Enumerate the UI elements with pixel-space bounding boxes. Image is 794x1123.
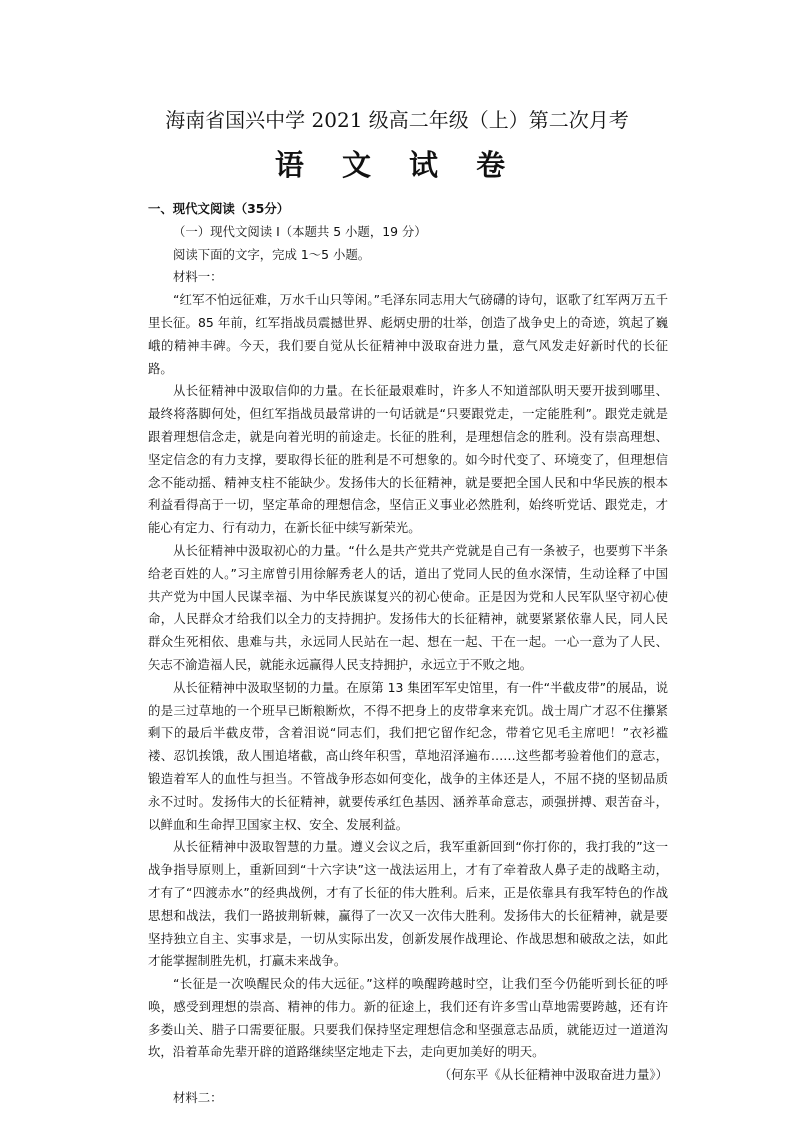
paragraph: “长征是一次唤醒民众的伟大远征。”这样的唤醒跨越时空，让我们至今仍能听到长征的呼唤，感受到理想的崇高、精神的伟力。新的征途上，我们还有许多雪山草地需要跨越，还有许多娄山关、腊子口需要征服。只要我们保持坚定理想信念和坚强意志品质，就能迈过一道道沟坎，沿着革命先辈开辟的道路继续坚定地走下去，走向更加美好的明天。 — [148, 976, 668, 1060]
subject-title: 语 文 试 卷 — [274, 148, 520, 182]
paragraph: 从长征精神中汲取坚韧的力量。在原第 13 集团军军史馆里，有一件“半截皮带”的展品，说的是三过草地的一个班早已断粮断炊，不得不把身上的皮带拿来充饥。战士周广才忍不住攥紧剩下的最后半截皮带，含着泪说“同志们，我们把它留作纪念，带着它见毛主席吧！”衣衫褴褛、忍饥挨饿，敌人围追堵截，高山终年积雪，草地沼泽遍布……这些都考验着他们的意志，锻造着军人的血性与担当。不管战争形态如何变化，战争的主体还是人，不屈不挠的坚韧品质永不过时。发扬伟大的长征精神，就要传承红色基因、涵养革命意志，顽强拼搏、艰苦奋斗，以鲜血和生命捍卫国家主权、安全、发展利益。 — [148, 679, 668, 832]
material-label: 材料一： — [173, 269, 223, 285]
exam-title: 海南省国兴中学 2021 级高二年级（上）第二次月考 — [165, 108, 629, 132]
paragraph: 从长征精神中汲取智慧的力量。遵义会议之后，我军重新回到“你打你的，我打我的”这一战争指导原则上，重新回到“十六字诀”这一战法运用上，才有了牵着敌人鼻子走的战略主动，才有了“四渡赤水”的经典战例，才有了长征的伟大胜利。后来，正是依靠具有我军特色的作战思想和战法，我们一路披荆斩棘，赢得了一次又一次伟大胜利。发扬伟大的长征精神，就是要坚持独立自主、实事求是，一切从实际出发，创新发展作战理论、作战思想和破敌之法，如此才能掌握制胜先机，打赢未来战争。 — [148, 839, 668, 969]
paragraph: 从长征精神中汲取初心的力量。“什么是共产党共产党就是自己有一条被子，也要剪下半条给老百姓的人。”习主席曾引用徐解秀老人的话，道出了党同人民的鱼水深情，生动诠释了中国共产党为中国人民谋幸福、为中华民族谋复兴的初心使命。正是因为党和人民军队坚守初心使命，人民群众才给我们以全力的支持拥护。发扬伟大的长征精神，就要紧紧依靠人民，同人民群众生死相依、患难与共，永远同人民站在一起、想在一起、干在一起。一心一意为了人民、矢志不渝造福人民，就能永远赢得人民支持拥护，永远立于不败之地。 — [148, 542, 668, 672]
paragraph: “红军不怕远征难，万水千山只等闲。”毛泽东同志用大气磅礴的诗句，讴歌了红军两万五千里长征。85 年前，红军指战员震撼世界、彪炳史册的壮举，创造了战争史上的奇迹，筑起了巍峨的精神丰碑。今天，我们要自觉从长征精神中汲取奋进力量，意气风发走好新时代的长征路。 — [148, 292, 668, 376]
material-label: 材料二： — [173, 1090, 223, 1106]
citation: （何东平《从长征精神中汲取奋进力量》） — [438, 1067, 668, 1083]
instruction: 阅读下面的文字，完成 1～5 小题。 — [173, 246, 371, 262]
sub-heading: （一）现代文阅读 I（本题共 5 小题，19 分） — [173, 223, 427, 239]
section-heading: 一、现代文阅读（35分） — [148, 201, 290, 216]
paragraph: 从长征精神中汲取信仰的力量。在长征最艰难时，许多人不知道部队明天要开拔到哪里、最终将落脚何处，但红军指战员最常讲的一句话就是“只要跟党走，一定能胜利”。跟党走就是跟着理想信念走，就是向着光明的前途走。长征的胜利，是理想信念的胜利。没有崇高理想、坚定信念的有力支撑，要取得长征的胜利是不可想象的。如今时代变了、环境变了，但理想信念不能动摇、精神支柱不能缺少。发扬伟大的长征精神，就是要把全国人民和中华民族的根本利益看得高于一切，坚定革命的理想信念，坚信正义事业必然胜利，始终听党话、跟党走，才能心有定力、行有动力，在新长征中续写新荣光。 — [148, 383, 668, 536]
reading-section — [148, 198, 668, 1110]
